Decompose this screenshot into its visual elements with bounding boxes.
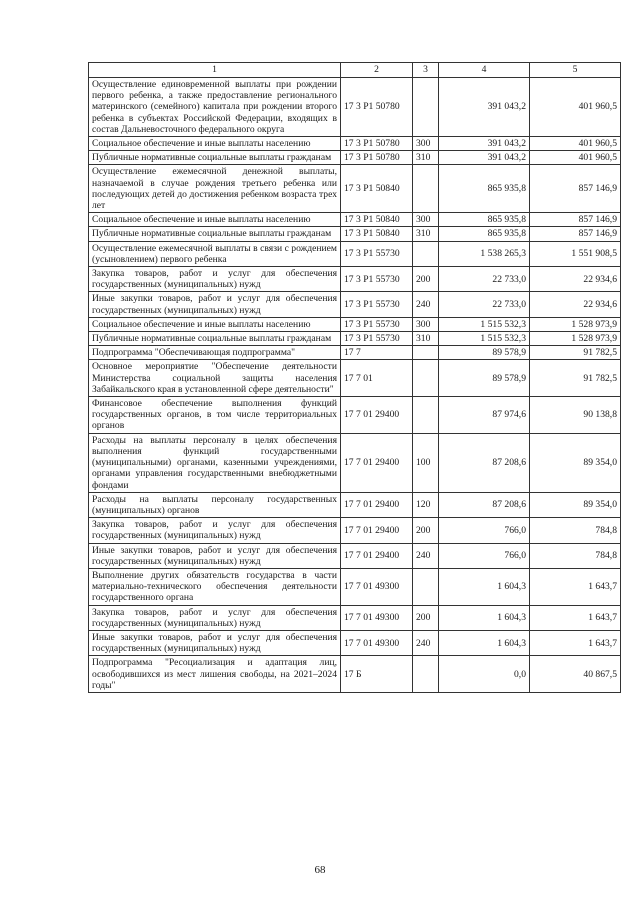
row-value-2021-cell: 865 935,8 bbox=[439, 227, 530, 241]
row-name-cell: Публичные нормативные социальные выплаты гражданам bbox=[89, 332, 341, 346]
table-body bbox=[89, 63, 621, 693]
row-value-2021-cell: 766,0 bbox=[439, 543, 530, 568]
row-vr-cell: 120 bbox=[413, 492, 439, 517]
row-code-cell: 17 7 01 29400 bbox=[341, 397, 413, 434]
row-code-cell: 17 7 01 49300 bbox=[341, 568, 413, 605]
row-code-cell: 17 3 P1 50780 bbox=[341, 137, 413, 151]
table-row bbox=[89, 656, 621, 693]
row-value-2022-cell: 1 528 973,9 bbox=[530, 332, 621, 346]
table-row bbox=[89, 292, 621, 317]
row-code-cell: 17 3 P1 55730 bbox=[341, 241, 413, 266]
row-code-cell: 17 7 bbox=[341, 346, 413, 360]
row-value-2021-cell: 1 604,3 bbox=[439, 630, 530, 655]
row-value-2022-cell: 401 960,5 bbox=[530, 151, 621, 165]
budget-table bbox=[88, 62, 621, 693]
row-value-2021-cell: 22 733,0 bbox=[439, 267, 530, 292]
row-value-2022-cell: 22 934,6 bbox=[530, 292, 621, 317]
row-vr-cell: 310 bbox=[413, 151, 439, 165]
row-vr-cell bbox=[413, 346, 439, 360]
row-name-cell: Подпрограмма "Обеспечивающая подпрограмма" bbox=[89, 346, 341, 360]
table-row bbox=[89, 630, 621, 655]
row-name-cell: Закупка товаров, работ и услуг для обеспечения государственных (муниципальных) нужд bbox=[89, 605, 341, 630]
row-code-cell: 17 7 01 29400 bbox=[341, 492, 413, 517]
table-row bbox=[89, 605, 621, 630]
row-value-2021-cell: 89 578,9 bbox=[439, 346, 530, 360]
row-code-cell: 17 3 P1 55730 bbox=[341, 292, 413, 317]
table-row bbox=[89, 397, 621, 434]
row-name-cell: Социальное обеспечение и иные выплаты населению bbox=[89, 213, 341, 227]
row-name-cell: Публичные нормативные социальные выплаты гражданам bbox=[89, 151, 341, 165]
row-value-2021-cell: 87 208,6 bbox=[439, 492, 530, 517]
row-vr-cell: 200 bbox=[413, 267, 439, 292]
row-vr-cell: 240 bbox=[413, 292, 439, 317]
row-value-2022-cell: 857 146,9 bbox=[530, 213, 621, 227]
row-vr-cell: 310 bbox=[413, 227, 439, 241]
row-value-2022-cell: 401 960,5 bbox=[530, 137, 621, 151]
row-value-2021-cell: 865 935,8 bbox=[439, 213, 530, 227]
row-value-2022-cell: 1 528 973,9 bbox=[530, 317, 621, 331]
row-code-cell: 17 3 P1 50780 bbox=[341, 151, 413, 165]
table-row bbox=[89, 518, 621, 543]
row-value-2021-cell: 1 515 532,3 bbox=[439, 332, 530, 346]
header-row bbox=[89, 63, 621, 78]
row-value-2021-cell: 22 733,0 bbox=[439, 292, 530, 317]
row-value-2022-cell: 1 643,7 bbox=[530, 568, 621, 605]
row-value-2021-cell: 865 935,8 bbox=[439, 165, 530, 213]
row-code-cell: 17 7 01 49300 bbox=[341, 605, 413, 630]
row-vr-cell bbox=[413, 165, 439, 213]
row-vr-cell: 200 bbox=[413, 605, 439, 630]
row-value-2021-cell: 0,0 bbox=[439, 656, 530, 693]
row-name-cell: Закупка товаров, работ и услуг для обеспечения государственных (муниципальных) нужд bbox=[89, 518, 341, 543]
row-name-cell: Закупка товаров, работ и услуг для обеспечения государственных (муниципальных) нужд bbox=[89, 267, 341, 292]
budget-table-page bbox=[88, 62, 620, 693]
row-code-cell: 17 3 P1 55730 bbox=[341, 317, 413, 331]
row-vr-cell: 240 bbox=[413, 630, 439, 655]
table-row bbox=[89, 227, 621, 241]
row-code-cell: 17 7 01 49300 bbox=[341, 630, 413, 655]
table-row bbox=[89, 213, 621, 227]
row-code-cell: 17 7 01 29400 bbox=[341, 433, 413, 492]
row-code-cell: 17 7 01 bbox=[341, 360, 413, 397]
row-vr-cell bbox=[413, 568, 439, 605]
row-vr-cell bbox=[413, 241, 439, 266]
row-vr-cell bbox=[413, 397, 439, 434]
header-col-3: 3 bbox=[413, 63, 439, 78]
row-value-2022-cell: 22 934,6 bbox=[530, 267, 621, 292]
row-value-2022-cell: 857 146,9 bbox=[530, 165, 621, 213]
row-name-cell: Иные закупки товаров, работ и услуг для обеспечения государственных (муниципальных) нужд bbox=[89, 292, 341, 317]
row-value-2021-cell: 89 578,9 bbox=[439, 360, 530, 397]
row-name-cell: Выполнение других обязательств государства в части материально-технического обеспечения деятельности государственного органа bbox=[89, 568, 341, 605]
table-row bbox=[89, 346, 621, 360]
header-col-5: 5 bbox=[530, 63, 621, 78]
table-row bbox=[89, 241, 621, 266]
row-value-2021-cell: 766,0 bbox=[439, 518, 530, 543]
row-code-cell: 17 7 01 29400 bbox=[341, 543, 413, 568]
header-col-2: 2 bbox=[341, 63, 413, 78]
row-vr-cell: 300 bbox=[413, 317, 439, 331]
row-value-2021-cell: 391 043,2 bbox=[439, 151, 530, 165]
row-code-cell: 17 3 P1 55730 bbox=[341, 267, 413, 292]
row-value-2022-cell: 1 643,7 bbox=[530, 630, 621, 655]
table-row bbox=[89, 332, 621, 346]
row-vr-cell: 240 bbox=[413, 543, 439, 568]
row-value-2022-cell: 784,8 bbox=[530, 543, 621, 568]
table-row bbox=[89, 543, 621, 568]
row-value-2022-cell: 89 354,0 bbox=[530, 492, 621, 517]
row-name-cell: Подпрограмма "Ресоциализация и адаптация лиц, освободившихся из мест лишения свободы, на 2021–2024 годы" bbox=[89, 656, 341, 693]
row-value-2022-cell: 401 960,5 bbox=[530, 78, 621, 137]
row-vr-cell: 100 bbox=[413, 433, 439, 492]
table-row bbox=[89, 360, 621, 397]
row-name-cell: Финансовое обеспечение выполнения функций государственных органов, в том числе территориальных органов bbox=[89, 397, 341, 434]
table-row bbox=[89, 317, 621, 331]
header-col-1: 1 bbox=[89, 63, 341, 78]
table-row bbox=[89, 492, 621, 517]
header-col-4: 4 bbox=[439, 63, 530, 78]
table-row bbox=[89, 78, 621, 137]
row-name-cell: Расходы на выплаты персоналу государственных (муниципальных) органов bbox=[89, 492, 341, 517]
row-value-2022-cell: 1 551 908,5 bbox=[530, 241, 621, 266]
row-value-2022-cell: 89 354,0 bbox=[530, 433, 621, 492]
row-vr-cell bbox=[413, 78, 439, 137]
row-value-2022-cell: 857 146,9 bbox=[530, 227, 621, 241]
row-code-cell: 17 3 P1 50840 bbox=[341, 227, 413, 241]
row-vr-cell bbox=[413, 656, 439, 693]
row-code-cell: 17 3 P1 50780 bbox=[341, 78, 413, 137]
table-row bbox=[89, 568, 621, 605]
row-name-cell: Основное мероприятие "Обеспечение деятельности Министерства социальной защиты населения Забайкальского края в установленной сфере деятельности" bbox=[89, 360, 341, 397]
row-value-2022-cell: 40 867,5 bbox=[530, 656, 621, 693]
row-value-2021-cell: 391 043,2 bbox=[439, 78, 530, 137]
row-vr-cell: 300 bbox=[413, 137, 439, 151]
row-code-cell: 17 3 P1 50840 bbox=[341, 213, 413, 227]
row-name-cell: Расходы на выплаты персоналу в целях обеспечения выполнения функций государственными (муниципальными) органами, казенными учреждениями, органами управления государственными внебюджетными фондами bbox=[89, 433, 341, 492]
table-row bbox=[89, 433, 621, 492]
row-code-cell: 17 3 P1 55730 bbox=[341, 332, 413, 346]
row-value-2021-cell: 87 208,6 bbox=[439, 433, 530, 492]
row-name-cell: Осуществление ежемесячной выплаты в связи с рождением (усыновлением) первого ребенка bbox=[89, 241, 341, 266]
row-value-2021-cell: 1 604,3 bbox=[439, 605, 530, 630]
table-row bbox=[89, 137, 621, 151]
row-name-cell: Социальное обеспечение и иные выплаты населению bbox=[89, 137, 341, 151]
row-value-2022-cell: 90 138,8 bbox=[530, 397, 621, 434]
row-value-2021-cell: 391 043,2 bbox=[439, 137, 530, 151]
row-value-2022-cell: 91 782,5 bbox=[530, 346, 621, 360]
table-row bbox=[89, 151, 621, 165]
row-code-cell: 17 3 P1 50840 bbox=[341, 165, 413, 213]
row-name-cell: Публичные нормативные социальные выплаты гражданам bbox=[89, 227, 341, 241]
row-value-2021-cell: 87 974,6 bbox=[439, 397, 530, 434]
row-name-cell: Социальное обеспечение и иные выплаты населению bbox=[89, 317, 341, 331]
row-value-2021-cell: 1 604,3 bbox=[439, 568, 530, 605]
table-row bbox=[89, 165, 621, 213]
row-code-cell: 17 7 01 29400 bbox=[341, 518, 413, 543]
row-name-cell: Осуществление единовременной выплаты при рождении первого ребенка, а также предоставление регионального материнского (семейного) капитала при рождении второго ребенка в субъектах Российской Федерации, входящих в состав Дальневосточного федерального округа bbox=[89, 78, 341, 137]
row-code-cell: 17 Б bbox=[341, 656, 413, 693]
table-row bbox=[89, 267, 621, 292]
row-vr-cell: 300 bbox=[413, 213, 439, 227]
row-name-cell: Осуществление ежемесячной денежной выплаты, назначаемой в случае рождения третьего ребенка или последующих детей до достижения ребенком возраста трех лет bbox=[89, 165, 341, 213]
row-name-cell: Иные закупки товаров, работ и услуг для обеспечения государственных (муниципальных) нужд bbox=[89, 630, 341, 655]
row-vr-cell bbox=[413, 360, 439, 397]
row-name-cell: Иные закупки товаров, работ и услуг для обеспечения государственных (муниципальных) нужд bbox=[89, 543, 341, 568]
row-value-2021-cell: 1 515 532,3 bbox=[439, 317, 530, 331]
row-value-2022-cell: 784,8 bbox=[530, 518, 621, 543]
row-vr-cell: 200 bbox=[413, 518, 439, 543]
row-vr-cell: 310 bbox=[413, 332, 439, 346]
row-value-2022-cell: 1 643,7 bbox=[530, 605, 621, 630]
page-number: 68 bbox=[314, 864, 326, 876]
row-value-2022-cell: 91 782,5 bbox=[530, 360, 621, 397]
row-value-2021-cell: 1 538 265,3 bbox=[439, 241, 530, 266]
